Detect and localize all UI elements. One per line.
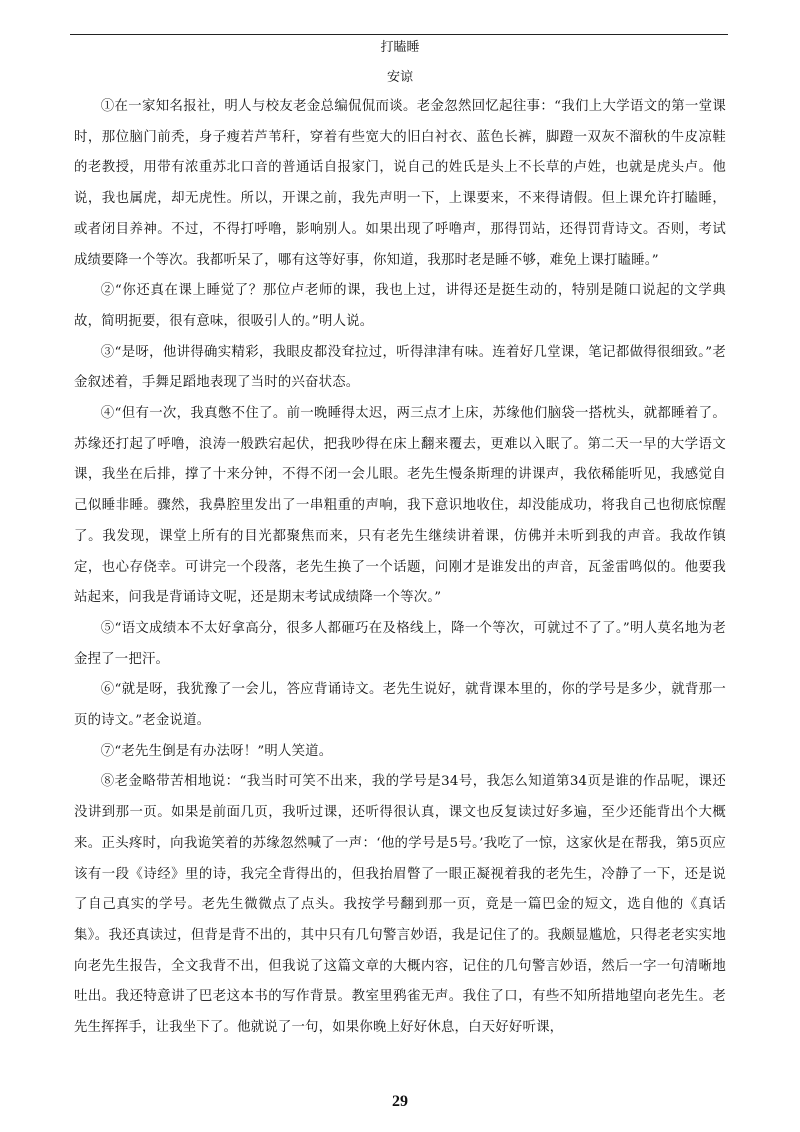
paragraph-6: ⑥“就是呀，我犹豫了一会儿，答应背诵诗文。老先生说好，就背课本里的，你的学号是多少，就背那一页的诗文。”老金说道。 xyxy=(74,682,726,729)
article-author: 安谅 xyxy=(386,70,413,85)
paragraph-8: ⑧老金略带苦相地说：“我当时可笑不出来，我的学号是34号，我怎么知道第34页是谁的作品呢，课还没讲到那一页。如果是前面几页，我听过课，还听得很认真，课文也反复读过好多遍，至少还能背出个大概来。正头疼时，向我诡笑着的苏缘忽然喊了一声：‘他的学号是5号。’我吃了一惊，这家伙是在帮我，第5页应该有一段《诗经》里的诗，我完全背得出的，但我抬眉瞥了一眼正凝视着我的老先生，冷静了一下，还是说了自己真实的学号。老先生微微点了点头。我按学号翻到那一页，竟是一篇巴金的短文，选自他的《真话集》。我还真读过，但背是背不出的，其中只有几句警言妙语，我是记住了的。我颇显尴尬，只得老老实实地向老先生报告，全文我背不出，但我说了这篇文章的大概内容，记住的几句警言妙语，然后一字一句清晰地吐出。我还特意讲了巴老这本书的写作背景。教室里鸦雀无声。我住了口，有些不知所措地望向老先生。老先生挥挥手，让我坐下了。他就说了一句，如果你晚上好好休息，白天好好听课， xyxy=(74,774,726,1036)
paragraph-1: ①在一家知名报社，明人与校友老金总编侃侃而谈。老金忽然回忆起往事：“我们上大学语文的第一堂课时，那位脑门前秃，身子瘦若芦苇秆，穿着有些宽大的旧白衬衣、蓝色长裤，脚蹬一双灰不溜秋的牛皮凉鞋的老教授，用带有浓重苏北口音的普通话自报家门，说自己的姓氏是头上不长草的卢姓，也就是虎头卢。他说，我也属虎，却无虎性。所以，开课之前，我先声明一下，上课要来，不来得请假。但上课允许打瞌睡，或者闭目养神。不过，不得打呼噜，影响别人。如果出现了呼噜声，那得罚站，还得罚背诗文。否则，考试成绩要降一个等次。我都听呆了，哪有这等好事，你知道，我那时老是睡不够，难免上课打瞌睡。” xyxy=(74,99,726,268)
header-rule xyxy=(70,34,728,35)
page-number: 29 xyxy=(392,1093,408,1110)
paragraph-4: ④“但有一次，我真憋不住了。前一晚睡得太迟，两三点才上床，苏缘他们脑袋一搭枕头，就都睡着了。苏缘还打起了呼噜，浪涛一般跌宕起伏，把我吵得在床上翻来覆去，更难以入眠了。第二天一早的大学语文课，我坐在后排，撑了十来分钟，不得不闭一会儿眼。老先生慢条斯理的讲课声，我依稀能听见，我感觉自己似睡非睡。骤然，我鼻腔里发出了一串粗重的声响，我下意识地收住，却没能成功，将我自己也彻底惊醒了。我发现，课堂上所有的目光都聚焦而来，只有老先生继续讲着课，仿佛并未听到我的声音。我故作镇定，也心存侥幸。可讲完一个段落，老先生换了一个话题，问刚才是谁发出的声音，瓦釜雷鸣似的。他要我站起来，问我是背诵诗文呢，还是期末考试成绩降一个等次。” xyxy=(74,406,726,606)
paragraph-2: ②“你还真在课上睡觉了？那位卢老师的课，我也上过，讲得还是挺生动的，特别是随口说起的文学典故，简明扼要，很有意味，很吸引人的。”明人说。 xyxy=(74,283,726,329)
paragraph-5: ⑤“语文成绩本不太好拿高分，很多人都砸巧在及格线上，降一个等次，可就过不了了。”明人莫名地为老金捏了一把汗。 xyxy=(74,620,726,667)
article-body xyxy=(74,92,726,1044)
article-title: 打瞌睡 xyxy=(380,40,420,55)
paragraph-7: ⑦“老先生倒是有办法呀！”明人笑道。 xyxy=(100,743,333,759)
paragraph-3: ③“是呀，他讲得确实精彩，我眼皮都没耷拉过，听得津津有味。连着好几堂课，笔记都做得很细致。”老金叙述着，手舞足蹈地表现了当时的兴奋状态。 xyxy=(74,344,726,391)
